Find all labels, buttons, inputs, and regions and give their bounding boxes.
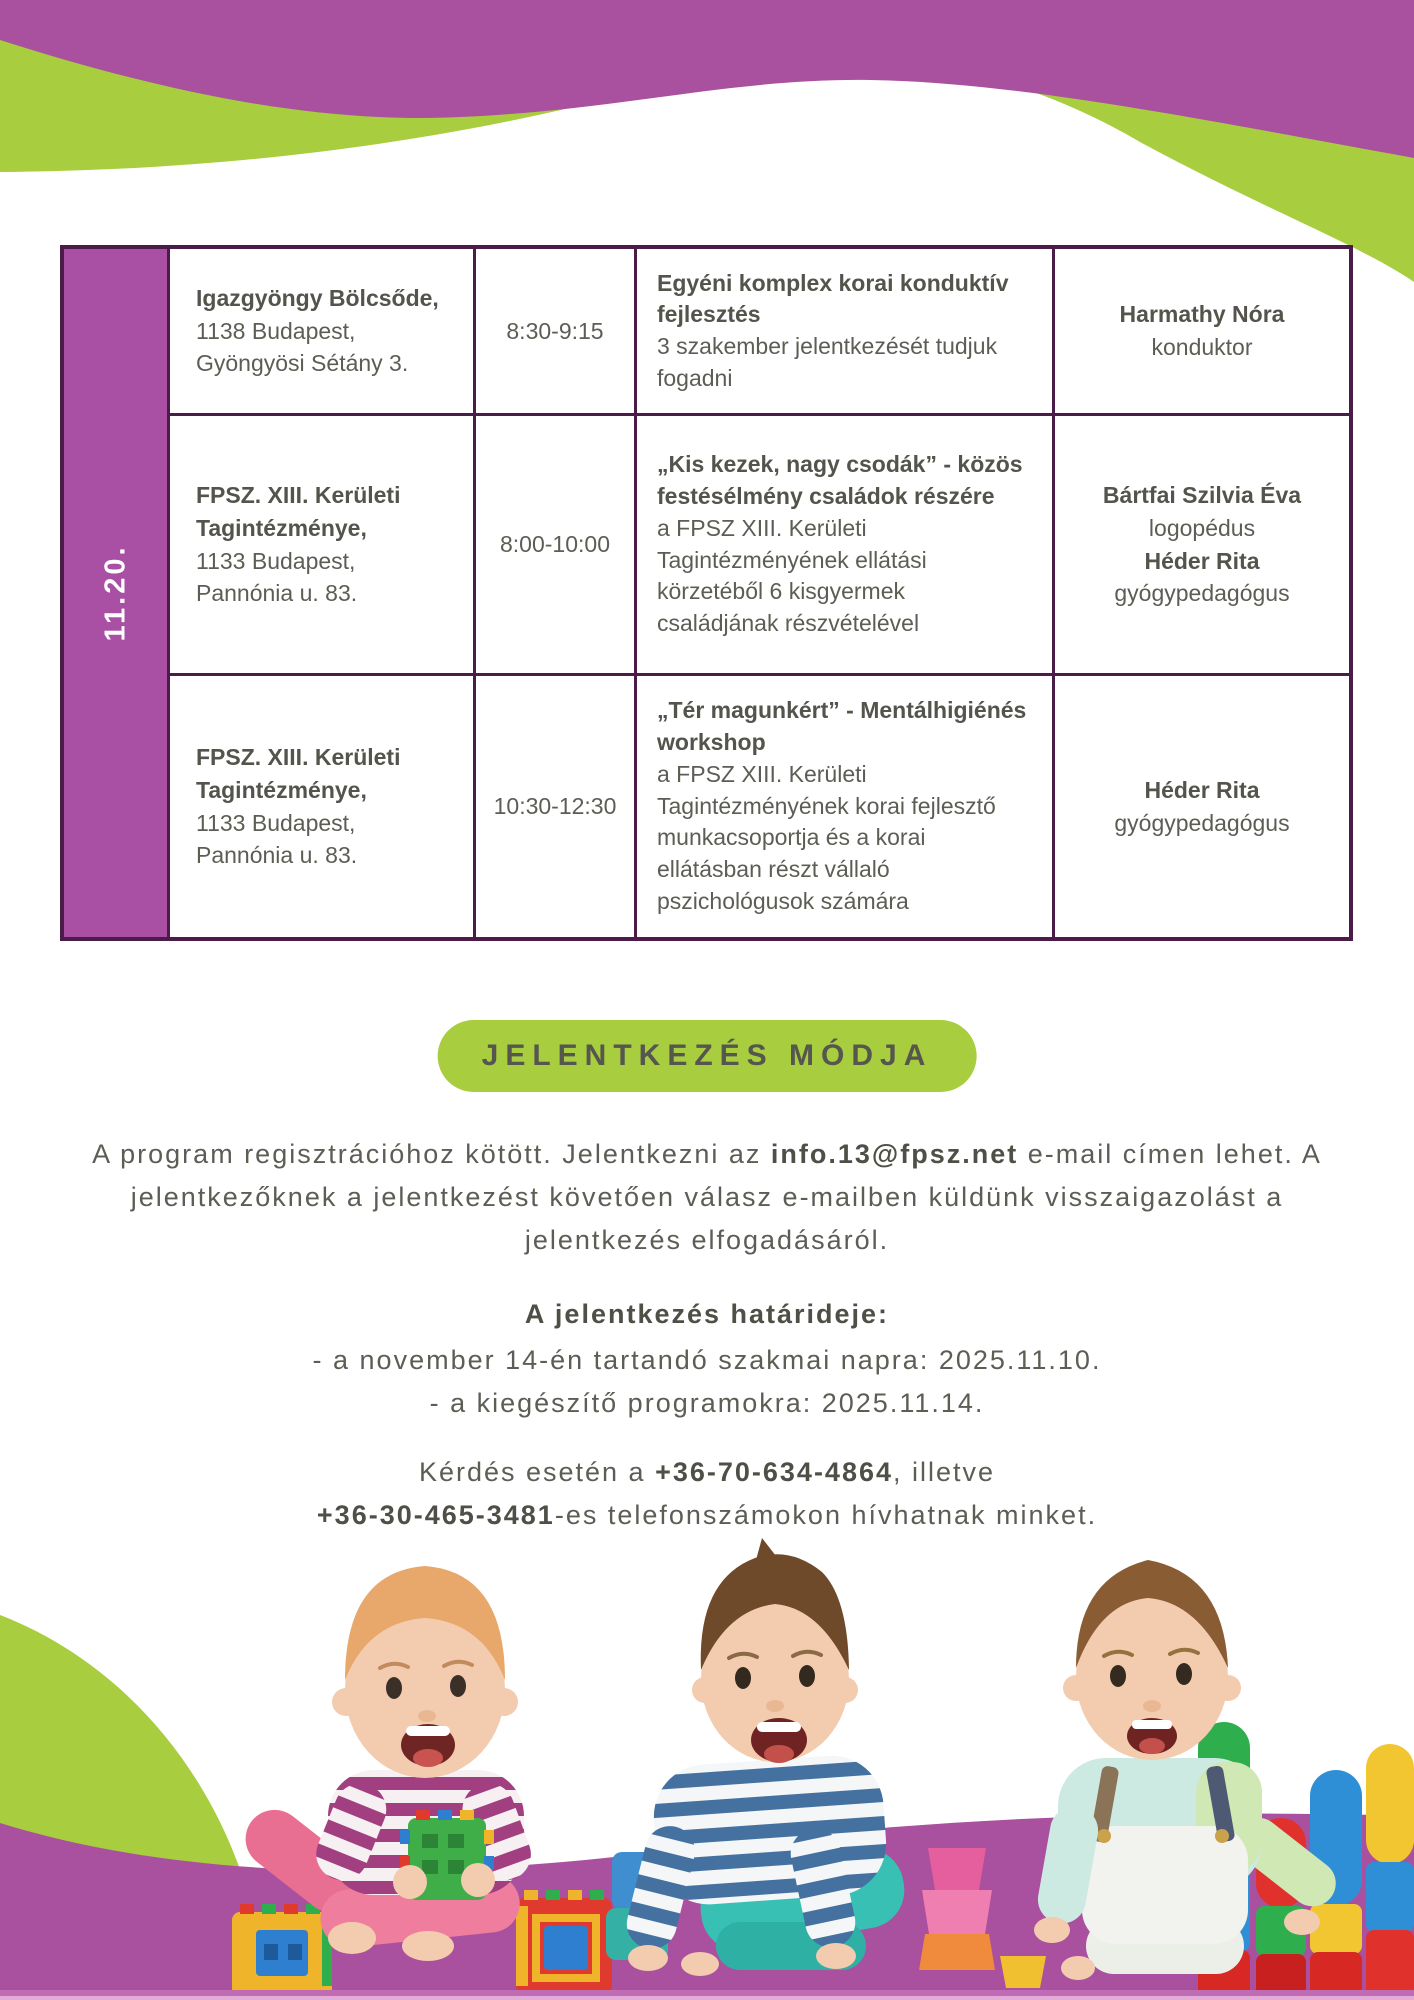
staff-name: Héder Rita (1144, 776, 1260, 803)
baby-middle (622, 1538, 911, 1976)
table-row-2-time (476, 416, 634, 673)
table-row-1-time (476, 249, 634, 413)
staff-name: Héder Rita (1144, 547, 1260, 574)
location-address-line: 1133 Budapest, (196, 547, 356, 574)
staff-name: Bártfai Szilvia Éva (1102, 482, 1302, 509)
deadline-heading: A jelentkezés határideje: (524, 1299, 890, 1329)
deadline-item: - a november 14-én tartandó szakmai napra: 2025.11.10. (312, 1345, 1102, 1375)
phone-number: +36-70-634-4864 (655, 1457, 893, 1487)
staff-role: gyógypedagógus (1114, 809, 1290, 836)
table-row-3-location (170, 676, 473, 937)
time-value: 8:00-10:00 (500, 531, 610, 557)
program-details: a FPSZ XIII. Kerületi Tagintézményének korai fejlesztő munkacsoportja és a korai ellátásban részt vállaló pszichológusok számára (657, 760, 996, 914)
program-title: „Tér magunkért” - Mentálhigiénés workshop (657, 697, 1027, 756)
registration-text: e-mail címen lehet. A jelentkezőknek a jelentkezést követően válasz e-mailben küldünk visszaigazolást a jelentkezés elfogadásáról. (130, 1139, 1322, 1255)
location-address-line: Gyöngyösi Sétány 3. (196, 350, 409, 377)
phone-line (77, 1451, 1337, 1494)
time-value: 8:30-9:15 (506, 317, 604, 344)
program-details: a FPSZ XIII. Kerületi Tagintézményének ellátási körzetéből 6 kisgyermek családjának részvételével (657, 514, 927, 636)
location-address-line: 1133 Budapest, (196, 809, 356, 836)
table-row-2-staff (1055, 416, 1349, 673)
time-value: 10:30-12:30 (493, 793, 617, 819)
table-row-3-staff (1055, 676, 1349, 937)
registration-text: A program regisztrációhoz kötött. Jelentkezni az (92, 1139, 771, 1169)
table-row-2-location (170, 416, 473, 673)
table-row-3-program (637, 676, 1052, 937)
table-row-3-time (476, 676, 634, 937)
program-details: 3 szakember jelentkezését tudjuk fogadni (657, 333, 998, 391)
staff-role: konduktor (1151, 334, 1253, 360)
date-column (64, 249, 167, 937)
location-address-line: 1138 Budapest, (196, 317, 356, 344)
staff-name: Harmathy Nóra (1119, 301, 1285, 328)
phone-text: , illetve (893, 1457, 996, 1487)
location-name: Igazgyöngy Bölcsőde, (196, 285, 439, 312)
location-address-line: Pannónia u. 83. (196, 842, 358, 869)
phone-text: -es telefonszámokon hívhatnak minket. (554, 1500, 1098, 1530)
program-title: „Kis kezek, nagy csodák” - közös festésélmény családok részére (657, 451, 1023, 510)
registration-email: info.13@fpsz.net (770, 1139, 1019, 1169)
table-row-1-program (637, 249, 1052, 413)
registration-badge: JELENTKEZÉS MÓDJA (438, 1020, 977, 1092)
location-address-line: Pannónia u. 83. (196, 580, 358, 607)
table-row-1-staff (1055, 249, 1349, 413)
location-name: FPSZ. XIII. Kerületi Tagintézménye, (196, 482, 401, 541)
phone-text: Kérdés esetén a (418, 1457, 656, 1487)
table-row-1-location (170, 249, 473, 413)
registration-paragraph (77, 1133, 1337, 1262)
location-name: FPSZ. XIII. Kerületi Tagintézménye, (196, 744, 401, 803)
bottom-edge-highlight (0, 1996, 1414, 2000)
staff-role: logopédus (1148, 514, 1256, 541)
table-row-2-program (637, 416, 1052, 673)
staff-role: gyógypedagógus (1114, 580, 1290, 607)
babies-illustration (0, 1530, 1414, 2000)
deadline-item: - a kiegészítő programokra: 2025.11.14. (429, 1388, 985, 1418)
phone-number: +36-30-465-3481 (316, 1500, 555, 1530)
schedule-table (60, 245, 1353, 941)
program-title: Egyéni komplex korai konduktív fejlesztés (657, 269, 1009, 328)
date-label: 11.20. (99, 544, 131, 642)
